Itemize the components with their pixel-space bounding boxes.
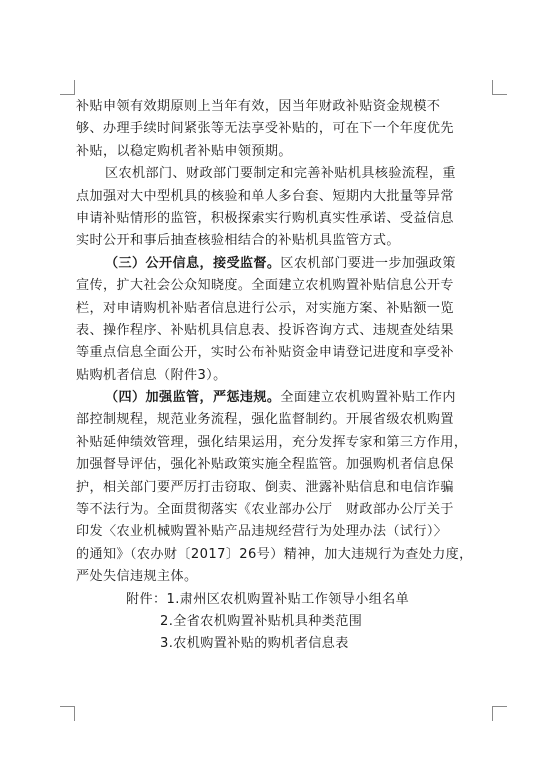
body-line: 加强督导评估，强化补贴政策实施全程监管。加强购机者信息保 bbox=[76, 457, 454, 473]
body-line: 印发〈农业机械购置补贴产品违规经营行为处理办法（试行）〉 bbox=[76, 524, 448, 540]
attachment-item-2: 2.全省农机购置补贴机具种类范围 bbox=[160, 613, 363, 629]
body-line: 够、办理手续时间紧张等无法享受补贴的，可在下一个年度优先 bbox=[76, 121, 454, 137]
body-line: 栏，对申请购机补贴者信息进行公示，对实施方案、补贴额一览 bbox=[76, 300, 454, 316]
body-line: 补贴，以稳定购机者补贴申领预期。 bbox=[76, 143, 292, 159]
body-line: 实时公开和事后抽查核验相结合的补贴机具监管方式。 bbox=[76, 233, 400, 249]
body-line: 严处失信违规主体。 bbox=[76, 569, 198, 585]
body-line: 宣传，扩大社会公众知晓度。全面建立农机购置补贴信息公开专 bbox=[76, 278, 454, 294]
document-body bbox=[76, 96, 486, 656]
crop-mark-bottom-left bbox=[60, 706, 75, 721]
section-4-text: 全面建立农机购置补贴工作内 bbox=[280, 390, 456, 406]
attachment-item-1: 1.肃州区农机购置补贴工作领导小组名单 bbox=[166, 591, 410, 607]
attachment-line bbox=[76, 589, 486, 611]
section-3-line bbox=[76, 253, 486, 275]
body-line: 申请补贴情形的监管，积极探索实行购机真实性承诺、受益信息 bbox=[76, 210, 454, 226]
crop-mark-top-left bbox=[60, 80, 75, 95]
body-line: 等重点信息全面公开，实时公布补贴资金申请登记进度和享受补 bbox=[76, 345, 454, 361]
section-4-line bbox=[76, 387, 486, 409]
body-line: 等不法行为。全面贯彻落实《农业部办公厅 财政部办公厅关于 bbox=[76, 502, 454, 518]
body-line: 表、操作程序、补贴机具信息表、投诉咨询方式、违规查处结果 bbox=[76, 322, 454, 338]
section-4-heading: （四）加强监管，严惩违规。 bbox=[105, 390, 281, 406]
body-line: 区农机部门、财政部门要制定和完善补贴机具核验流程，重 bbox=[105, 166, 456, 182]
body-line: 贴购机者信息（附件3）。 bbox=[76, 367, 227, 383]
body-line: 护，相关部门要严厉打击窃取、倒卖、泄露补贴信息和电信诈骗 bbox=[76, 479, 454, 495]
body-line: 的通知》（农办财〔2017〕26号）精神，加大违规行为查处力度， bbox=[76, 546, 473, 562]
body-line: 补贴延伸绩效管理，强化结果运用，充分发挥专家和第三方作用， bbox=[76, 434, 468, 450]
section-3-text: 区农机部门要进一步加强政策 bbox=[280, 255, 456, 271]
crop-mark-top-right bbox=[492, 80, 507, 95]
body-line: 部控制规程，规范业务流程，强化监督制约。开展省级农机购置 bbox=[76, 412, 454, 428]
section-3-heading: （三）公开信息，接受监督。 bbox=[105, 255, 281, 271]
body-line: 补贴申领有效期原则上当年有效，因当年财政补贴资金规模不 bbox=[76, 99, 441, 114]
body-line: 点加强对大中型机具的核验和单人多台套、短期内大批量等异常 bbox=[76, 188, 454, 204]
crop-mark-bottom-right bbox=[492, 706, 507, 721]
attachment-item-3: 3.农机购置补贴的购机者信息表 bbox=[160, 636, 349, 652]
attachment-label: 附件： bbox=[126, 591, 167, 607]
